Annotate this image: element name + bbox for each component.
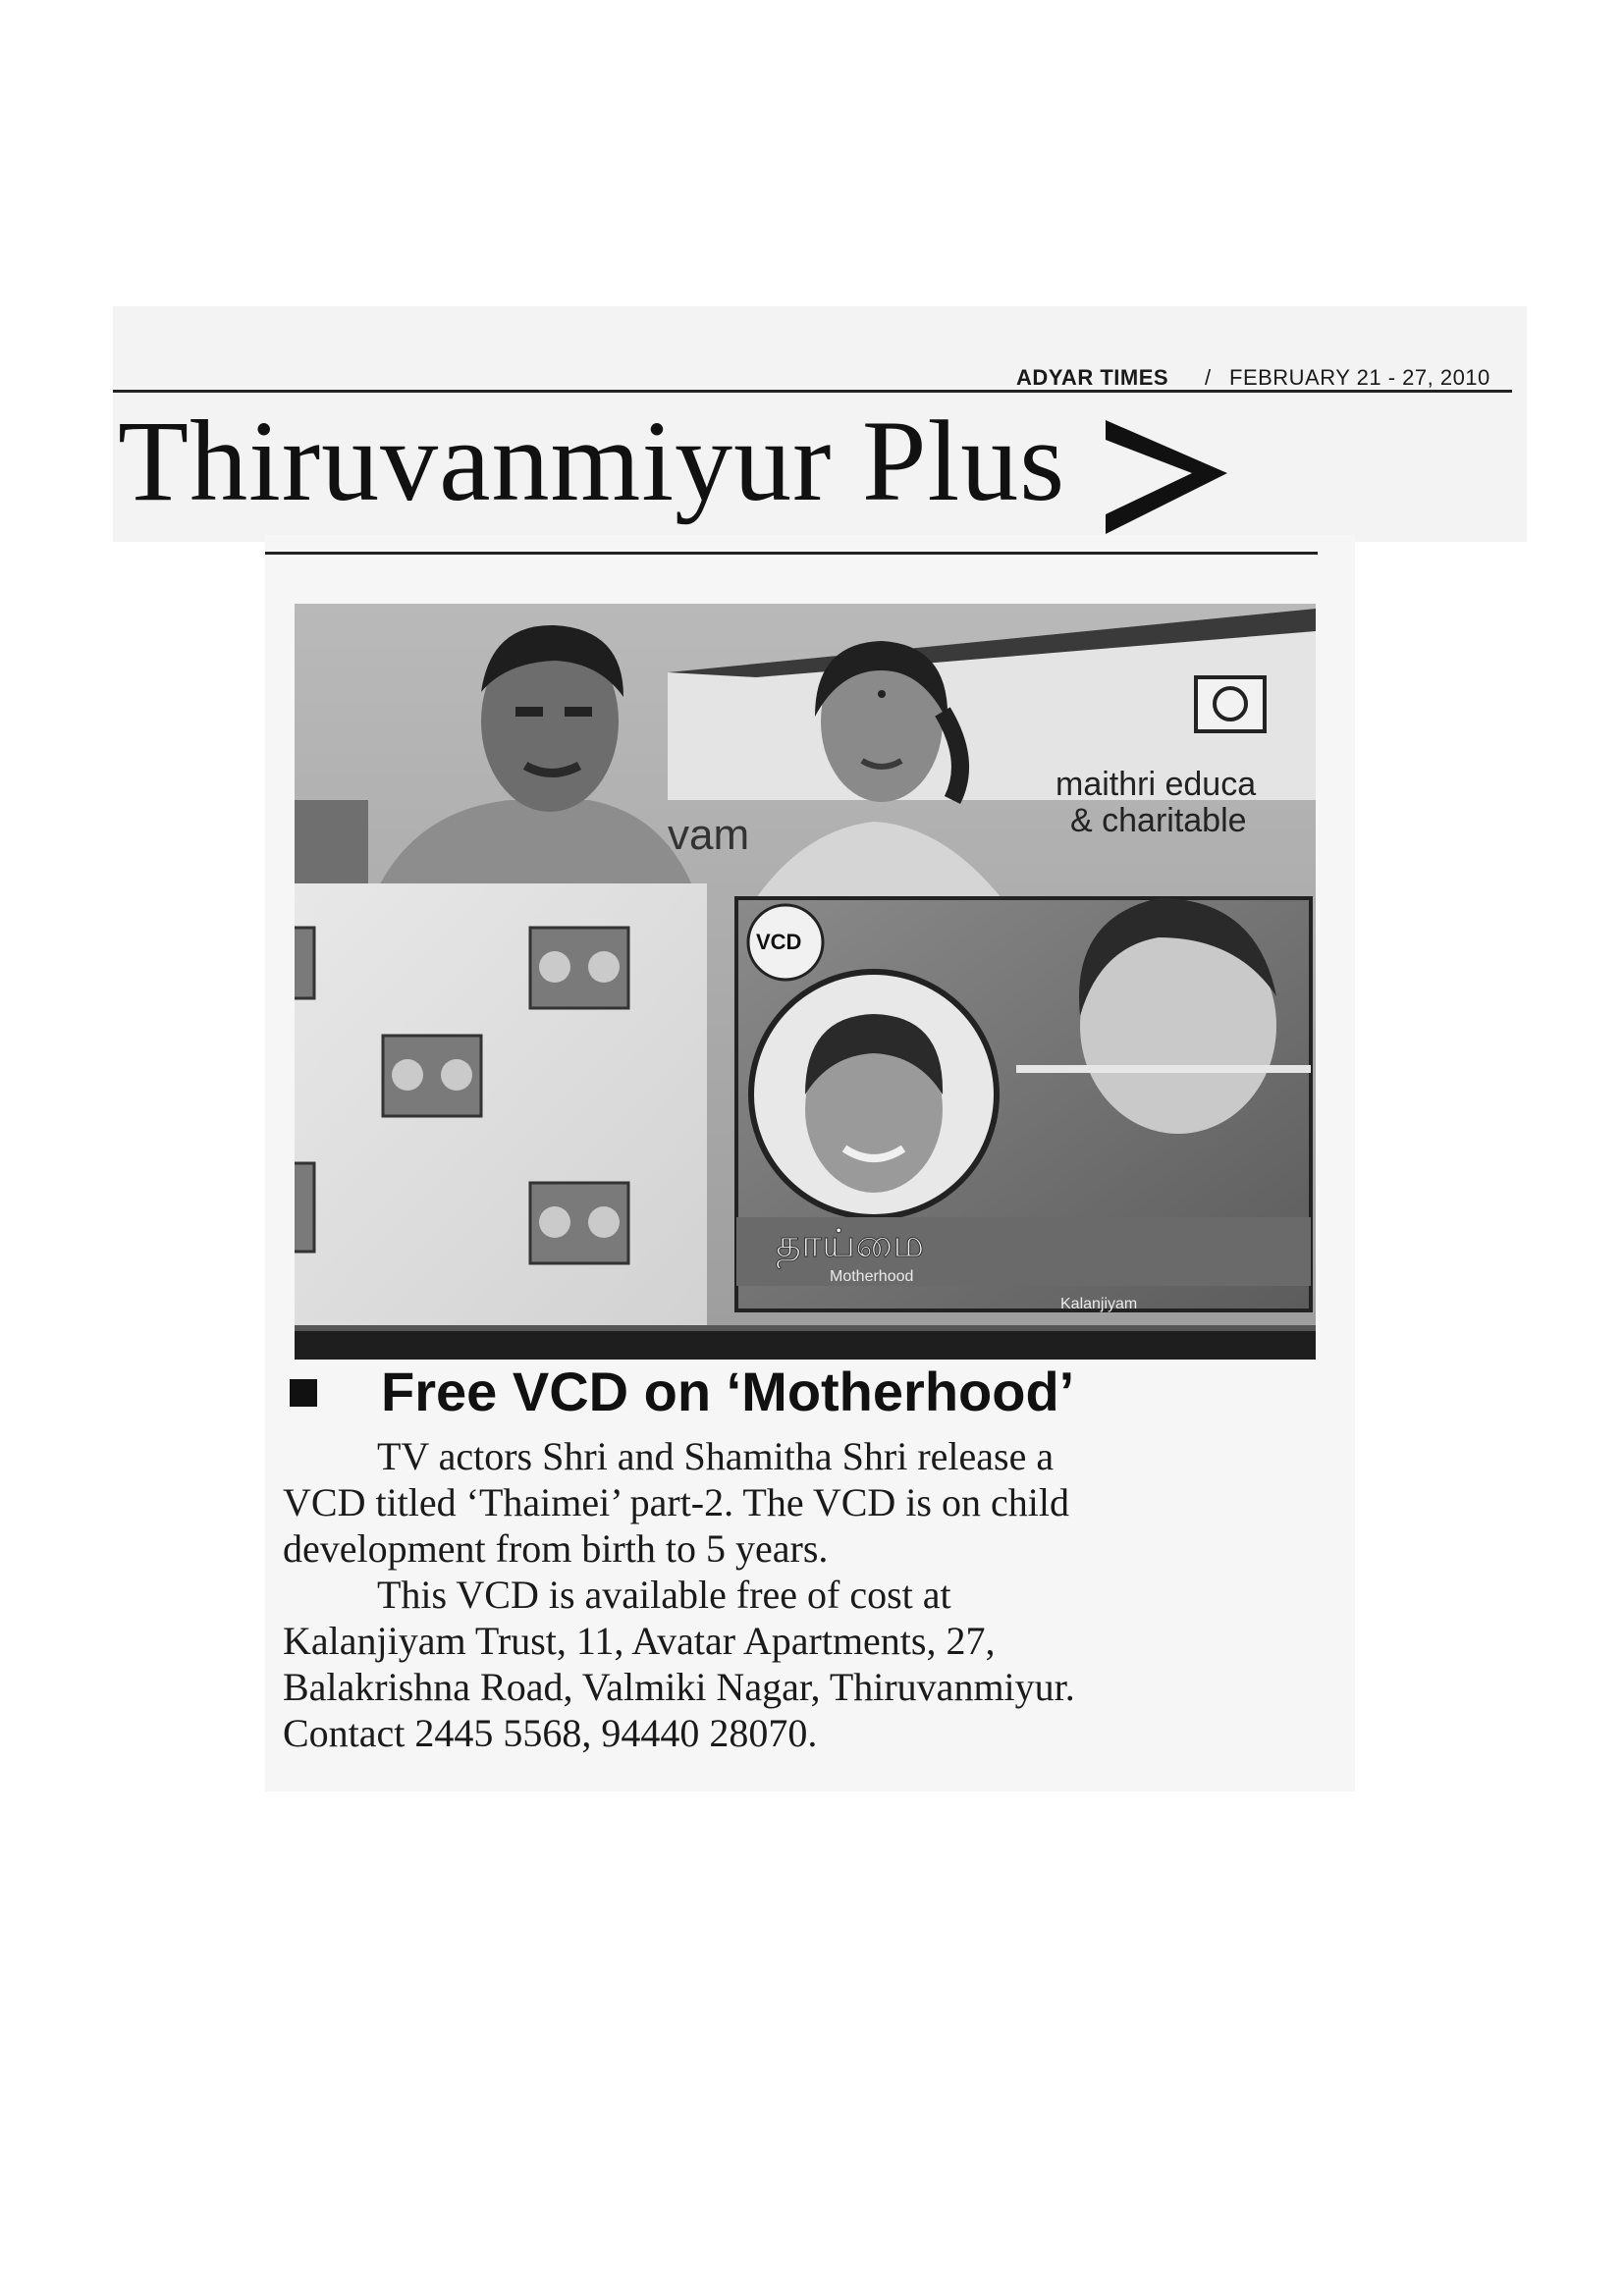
article-body [283, 1433, 1314, 1756]
article-paragraph-2: This VCD is available free of cost at Kalanjiyam Trust, 11, Avatar Apartments, 27, Balakrishna Road, Valmiki Nagar, Thiruvanmiyur. Contact 2445 5568, 94440 28070. [283, 1573, 1075, 1755]
publication-name: ADYAR TIMES [1016, 365, 1169, 390]
banner-logo-icon [1196, 677, 1265, 731]
headline-bullet-icon [290, 1379, 317, 1407]
issue-date: FEBRUARY 21 - 27, 2010 [1229, 365, 1490, 390]
section-arrow-icon [1098, 412, 1235, 540]
section-title: Thiruvanmiyur Plus [118, 397, 1066, 525]
banner-fragment: vam [668, 811, 750, 859]
article-paragraph-1: TV actors Shri and Shamitha Shri release a VCD titled ‘Thaimei’ part-2. The VCD is on child development from birth to 5 years. [283, 1434, 1069, 1571]
article-photo [295, 604, 1316, 1360]
display-board [295, 883, 707, 1325]
cover-title-tamil: தாய்மை [776, 1221, 925, 1266]
vcd-cover [736, 898, 1311, 1312]
cover-publisher: Kalanjiyam [1060, 1296, 1138, 1312]
masthead-separator: / [1205, 365, 1212, 390]
banner-text-line2: & charitable [1070, 802, 1247, 839]
section-rule [265, 552, 1318, 555]
banner-text-line1: maithri educa [1056, 766, 1257, 803]
photo-illustration [295, 604, 1316, 1360]
vcd-badge-label: VCD [756, 930, 802, 954]
article-headline: Free VCD on ‘Motherhood’ [381, 1361, 1075, 1422]
cover-subtitle: Motherhood [830, 1268, 914, 1285]
